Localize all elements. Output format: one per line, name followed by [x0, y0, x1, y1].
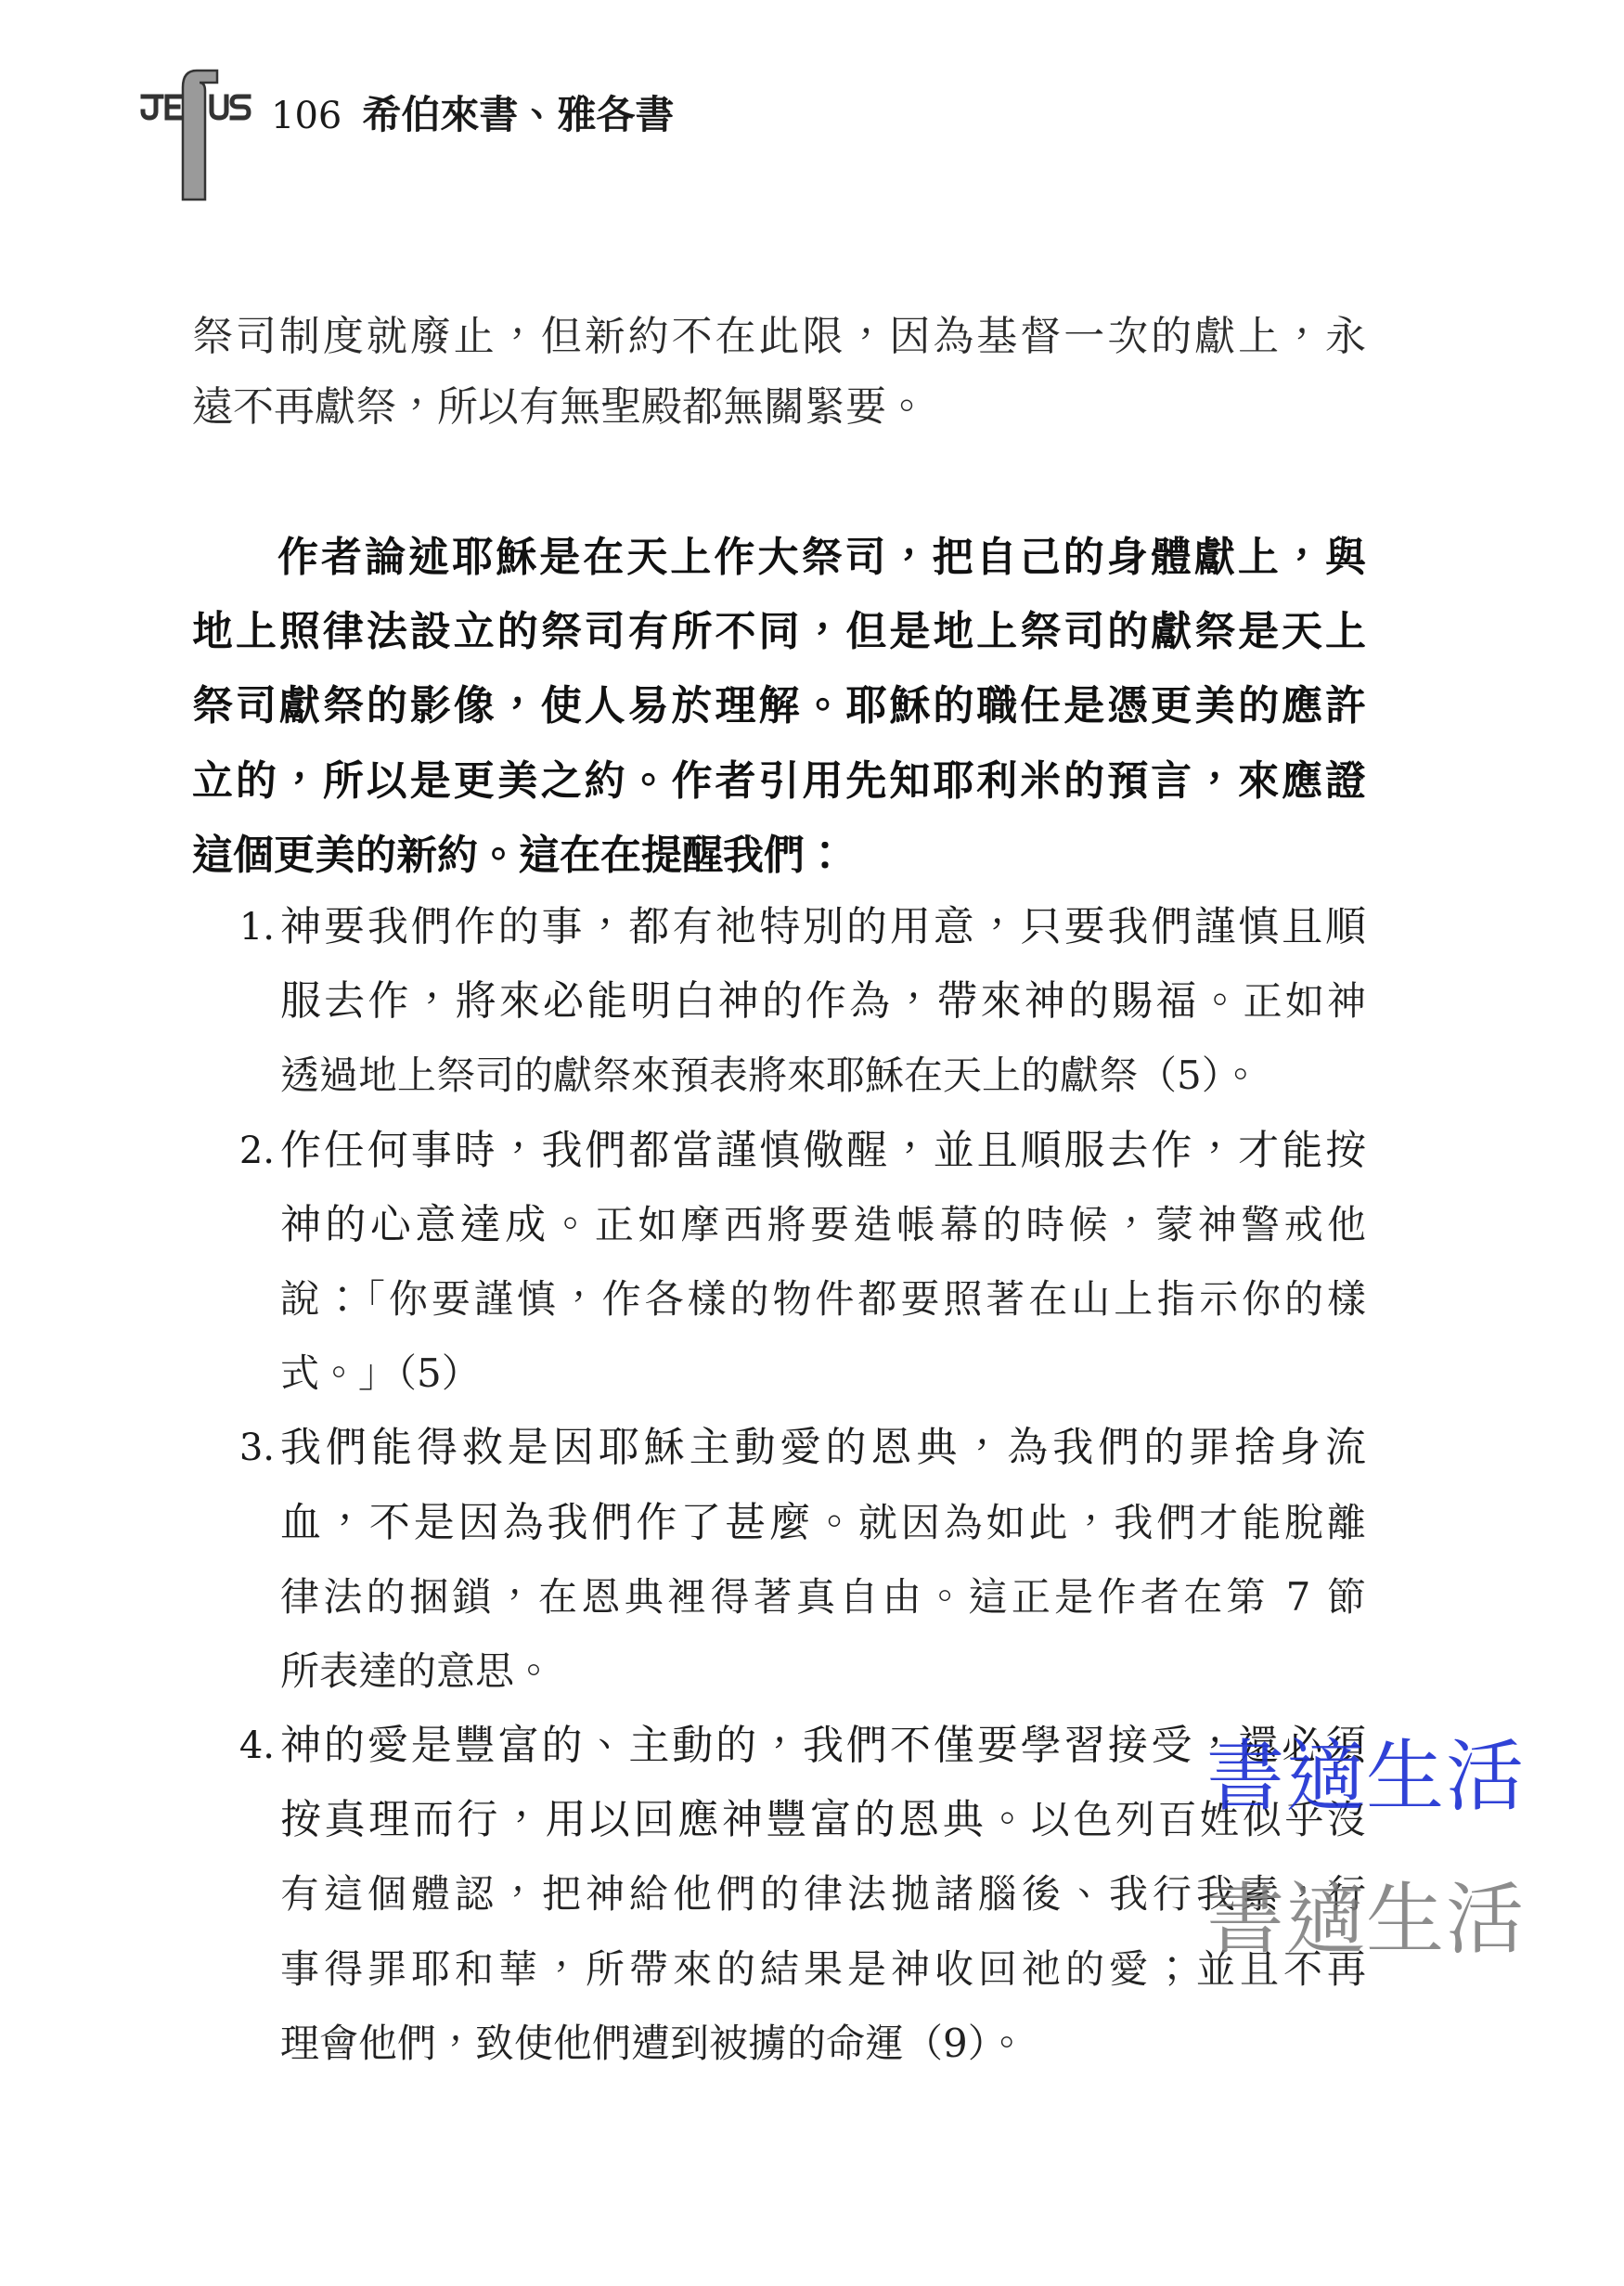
point-text: 服去作，將來必能明白神的作為，帶來神的賜福。	[280, 977, 1244, 1026]
item-line	[280, 1486, 1366, 1560]
example-text: 說：「你要謹慎，作各樣的物件都要照著在山上指示你的樣	[280, 1275, 1366, 1322]
list-number: 1.	[238, 906, 275, 949]
example-text: 理會他們，致使他們遭到被擄的命運（9）。	[280, 2020, 1026, 2066]
paragraph-line: 祭司獻祭的影像，使人易於理解。耶穌的職任是憑更美的應許	[192, 682, 1366, 730]
numbered-list	[232, 890, 1366, 2081]
jesus-logo	[137, 63, 258, 202]
point-text: 血，不是因為我們作了甚麼。	[280, 1498, 858, 1546]
item-line	[280, 1337, 1366, 1411]
example-text: 以色列百姓似乎沒	[1030, 1797, 1366, 1843]
paragraph-line: 這個更美的新約。這在在提醒我們：	[192, 831, 845, 879]
example-text: 正如神	[1243, 978, 1366, 1025]
item-line	[280, 1783, 1366, 1857]
book-title: 希伯來書、雅各書	[362, 92, 675, 137]
watermark: 書適生活	[1206, 1874, 1527, 1965]
point-text: 神的愛是豐富的、主動的，我們不僅要學習接受，還必須	[280, 1722, 1366, 1770]
page-header	[271, 91, 674, 139]
example-text: 式。」（5）	[280, 1350, 481, 1397]
example-text: 律法的捆鎖，在恩典裡得著真自由。這正是作者在第 7 節	[280, 1573, 1366, 1620]
item-line	[280, 2007, 1366, 2081]
point-text: 我們能得救是因耶穌主動愛的恩典，為我們的罪捨身流	[280, 1424, 1366, 1472]
paragraph-line: 遠不再獻祭，所以有無聖殿都無關緊要。	[192, 383, 927, 431]
paragraph-line: 作者論述耶穌是在天上作大祭司，把自己的身體獻上，與	[277, 534, 1366, 581]
item-line	[280, 1709, 1366, 1783]
item-line	[280, 964, 1366, 1039]
example-text: 事得罪耶和華，所帶來的結果是神收回祂的愛；並且不再	[280, 1945, 1366, 1992]
example-text: 所表達的意思。	[280, 1647, 554, 1694]
point-text: 神的心意達成。	[280, 1200, 595, 1248]
example-text: 透過地上祭司的獻祭來預表將來耶穌在天上的獻祭（5）。	[280, 1053, 1260, 1099]
item-line	[280, 1560, 1366, 1634]
list-number: 4.	[238, 1724, 275, 1768]
list-item	[232, 1114, 1366, 1412]
paragraph	[192, 302, 1366, 443]
item-line	[280, 890, 1366, 964]
paragraph-line: 立的，所以是更美之約。作者引用先知耶利米的預言，來應證	[192, 756, 1366, 805]
paragraph	[192, 521, 1366, 893]
item-line	[280, 1932, 1366, 2007]
item-line	[280, 1188, 1366, 1262]
list-item	[232, 1411, 1366, 1709]
point-text: 作任何事時，我們都當謹慎儆醒，並且順服去作，才能按	[280, 1126, 1366, 1174]
list-number: 2.	[238, 1129, 275, 1172]
item-line	[280, 1039, 1366, 1113]
list-number: 3.	[238, 1427, 275, 1470]
item-line	[280, 1857, 1366, 1931]
point-text: 按真理而行，用以回應神豐富的恩典。	[280, 1796, 1031, 1844]
paragraph-line: 地上照律法設立的祭司有所不同，但是地上祭司的獻祭是天上	[192, 608, 1366, 656]
page-number: 106	[271, 95, 342, 137]
paragraph-line: 祭司制度就廢止，但新約不在此限，因為基督一次的獻上，永	[192, 313, 1366, 360]
example-text: 正如摩西將要造帳幕的時候，蒙神警戒他	[594, 1201, 1366, 1247]
example-text: 就因為如此，我們才能脫離	[857, 1499, 1366, 1545]
item-line	[280, 1262, 1366, 1337]
watermark: 書適生活	[1206, 1731, 1527, 1822]
list-item	[232, 890, 1366, 1114]
point-text: 神要我們作的事，都有祂特別的用意，只要我們謹慎且順	[280, 903, 1366, 950]
item-line	[280, 1114, 1366, 1188]
example-text: 有這個體認，把神給他們的律法拋諸腦後、我行我素，行	[280, 1871, 1366, 1918]
item-line	[280, 1634, 1366, 1709]
list-item	[232, 1709, 1366, 2081]
cross-icon	[183, 71, 217, 200]
item-line	[280, 1411, 1366, 1485]
